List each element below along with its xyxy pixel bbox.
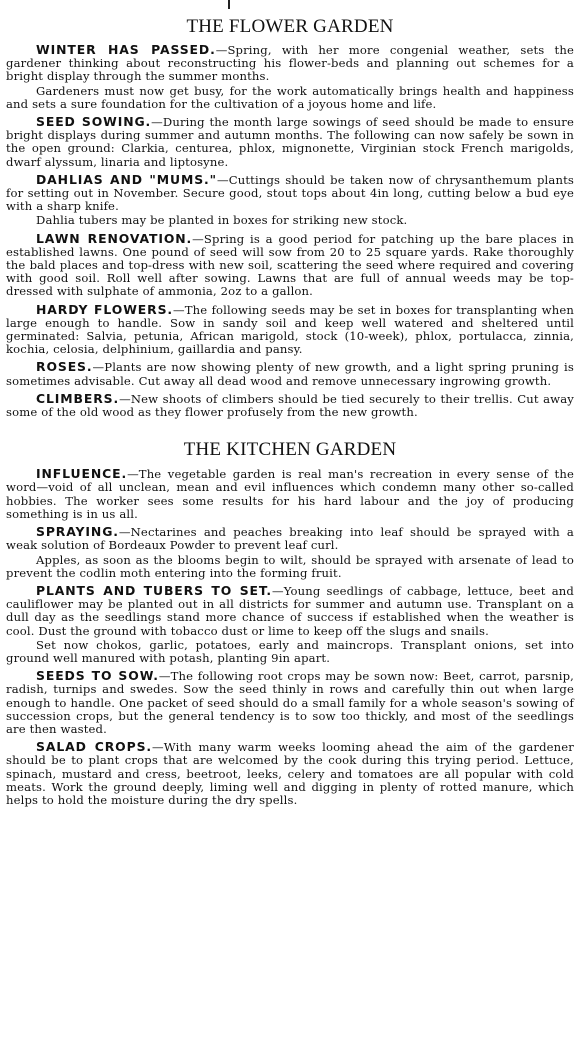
article-text: —Young seedlings of cabbage, lettuce, beet and cauliflower may be planted out in all districts for summer and autumn use. Transplant on a dull day as the seedlings stand more chance of success if established when the weather is cool. Dust the ground with tobacco dust or lime to keep off the slugs and snails. bbox=[6, 583, 574, 638]
article-text: —During the month large sowings of seed should be made to ensure bright displays during summer and autumn months. The following can now safely be sown in the open ground: Clarkia, centurea, phlox, mignonette, Virginian stock French marigolds, dwarf alyssum, linaria and liptosyne. bbox=[6, 115, 575, 169]
article-continuation: Dahlia tubers may be planted in boxes for striking new stock. bbox=[36, 213, 408, 228]
article-continuation: Apples, as soon as the blooms begin to wilt, should be sprayed with arsenate of lead to prevent the codlin moth entering into the forming fruit. bbox=[6, 552, 574, 580]
article-heading: ROSES. bbox=[36, 359, 93, 375]
article-text: —New shoots of climbers should be tied securely to their trellis. Cut away some of the old wood as they flower profusely from the new growth. bbox=[6, 391, 574, 420]
article-paragraph bbox=[6, 360, 574, 387]
kitchen-garden-title: THE KITCHEN GARDEN bbox=[183, 439, 397, 461]
article-heading: HARDY FLOWERS. bbox=[36, 301, 174, 317]
article-heading: WINTER HAS PASSED. bbox=[36, 42, 216, 57]
article-heading: SEEDS TO SOW. bbox=[36, 668, 159, 684]
article-text: —The following root crops may be sown now: Beet, carrot, parsnip, radish, turnips and swedes. Sow the seed thinly in rows and carefully thin out when large enough to handle. One packet of seed should do a small family for a whole season's sowing of succession crops, but the general tendency is to sow too thickly, and most of the seedlings are then wasted. bbox=[6, 669, 574, 736]
article-heading: LAWN RENOVATION. bbox=[36, 230, 193, 246]
article-heading: PLANTS AND TUBERS TO SET. bbox=[36, 582, 272, 598]
article-continuation: Set now chokos, garlic, potatoes, early and maincrops. Transplant onions, set into ground well manured with potash, planting 9in apart. bbox=[6, 637, 574, 665]
article-paragraph bbox=[6, 173, 574, 214]
article-heading: SPRAYING. bbox=[36, 524, 119, 540]
article-paragraph bbox=[6, 740, 574, 807]
article-text: —With many warm weeks looming ahead the aim of the gardener should be to plant crops that are welcomed by the cook during this trying period. Lettuce, spinach, mustard and cress, beetroot, leeks, celery and tomatoes are all popular with cold meats. Work the ground deeply, liming well and digging in plenty of rotted manure, which helps to hold the moisture during the dry spells. bbox=[6, 740, 574, 807]
article-paragraph bbox=[6, 115, 574, 169]
article-continuation: Gardeners must now get busy, for the work automatically brings health and happiness and sets a sure foundation for the cultivation of a joyous home and life. bbox=[6, 83, 574, 111]
article-paragraph bbox=[6, 43, 574, 84]
article-text: —Plants are now showing plenty of new growth, and a light spring pruning is sometimes advisable. Cut away all dead wood and remove unnecessary ingrowing growth. bbox=[6, 360, 574, 388]
article-paragraph bbox=[6, 467, 574, 521]
article-text: —The following seeds may be set in boxes for transplanting when large enough to handle. Sow in sandy soil and keep well watered and sheltered until germinated: Salvia, petunia, African marigold, stock (10-week), phlox, portulacca, zinnia, kochia, celosia, delphinium, gaillardia and pansy. bbox=[6, 302, 574, 357]
article-heading: SALAD CROPS. bbox=[36, 739, 153, 755]
article-paragraph bbox=[6, 525, 574, 552]
article-paragraph bbox=[6, 392, 574, 419]
article-text: —The vegetable garden is real man's recreation in every sense of the word—void of all unclean, mean and evil influences which condemn many other so-called hobbies. The worker sees some results for his hard labour and the joy of producing something is in us all. bbox=[6, 467, 574, 521]
article-paragraph bbox=[6, 303, 574, 357]
article-heading: DAHLIAS AND "MUMS." bbox=[36, 171, 217, 187]
flower-garden-title: THE FLOWER GARDEN bbox=[186, 16, 394, 37]
article-text: —Nectarines and peaches breaking into leaf should be sprayed with a weak solution of Bordeaux Powder to prevent leaf curl. bbox=[6, 525, 574, 553]
article-text: —Spring, with her more congenial weather, sets the gardener thinking about reconstructing his flower-beds and planning out schemes for a bright display through the summer months. bbox=[6, 43, 574, 84]
article-text: —Spring is a good period for patching up the bare places in established lawns. One pound of seed will sow from 20 to 25 square yards. Rake thoroughly the bald places and top-dress with new soil, scattering the seed where required and covering with good soil. Roll well after sowing. Lawns that are full of annual weeds may be top-dressed with sulphate of ammonia, 2oz to a gallon. bbox=[6, 231, 574, 299]
article-heading: SEED SOWING. bbox=[36, 114, 152, 130]
article-heading: CLIMBERS. bbox=[36, 390, 120, 406]
article-paragraph bbox=[6, 232, 574, 299]
article-heading: INFLUENCE. bbox=[36, 466, 128, 482]
article-paragraph bbox=[6, 584, 574, 638]
flower-garden-section bbox=[6, 43, 574, 419]
article-text: —Cuttings should be taken now of chrysanthemum plants for setting out in November. Secure good, stout tops about 4in long, cutting below a bud eye with a sharp knife. bbox=[6, 172, 574, 214]
article-paragraph bbox=[6, 669, 574, 736]
kitchen-garden-section bbox=[6, 467, 574, 807]
column-rule bbox=[228, 0, 230, 9]
